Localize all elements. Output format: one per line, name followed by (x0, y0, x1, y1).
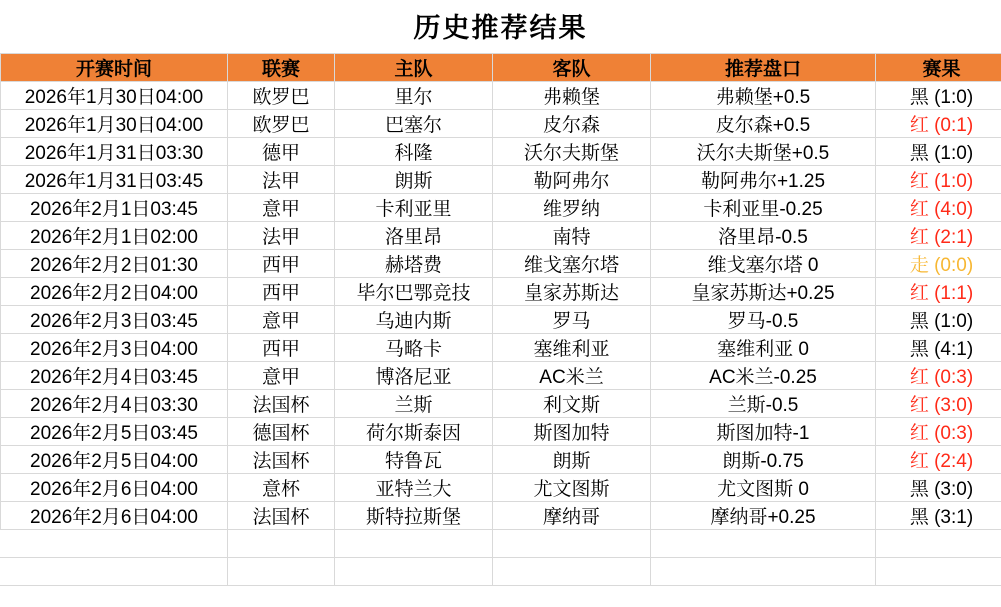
column-header-recommended-handicap[interactable]: 推荐盘口 (651, 54, 876, 82)
result-score: (1:0) (934, 311, 974, 332)
cell-away-team[interactable]: 维戈塞尔塔 (493, 250, 651, 278)
cell-match-time[interactable]: 2026年2月2日01:30 (1, 250, 228, 278)
cell-recommended-handicap[interactable]: 皮尔森+0.5 (651, 110, 876, 138)
cell-away-team[interactable]: 罗马 (493, 306, 651, 334)
cell-home-team[interactable]: 特鲁瓦 (335, 446, 493, 474)
cell-match-time[interactable]: 2026年1月31日03:30 (1, 138, 228, 166)
table-row[interactable] (1, 194, 1001, 222)
cell-recommended-handicap[interactable]: 弗赖堡+0.5 (651, 82, 876, 110)
cell-result[interactable] (876, 166, 1001, 194)
empty-cell[interactable] (876, 530, 1001, 558)
cell-home-team[interactable]: 博洛尼亚 (335, 362, 493, 390)
cell-recommended-handicap[interactable]: AC米兰-0.25 (651, 362, 876, 390)
cell-league[interactable]: 法甲 (228, 222, 335, 250)
result-mark: 黑 (909, 87, 929, 108)
table-row[interactable] (1, 222, 1001, 250)
result-mark: 红 (909, 199, 929, 220)
table-row[interactable] (1, 82, 1001, 110)
cell-result[interactable] (876, 474, 1001, 502)
cell-match-time[interactable]: 2026年2月1日02:00 (1, 222, 228, 250)
table-row[interactable] (1, 250, 1001, 278)
cell-home-team[interactable]: 卡利亚里 (335, 194, 493, 222)
cell-result[interactable] (876, 418, 1001, 446)
cell-league[interactable]: 欧罗巴 (228, 82, 335, 110)
cell-recommended-handicap[interactable]: 兰斯-0.5 (651, 390, 876, 418)
result-mark: 红 (909, 227, 929, 248)
empty-cell[interactable] (228, 530, 335, 558)
cell-away-team[interactable]: 弗赖堡 (493, 82, 651, 110)
column-header-away-team[interactable]: 客队 (493, 54, 651, 82)
cell-match-time[interactable]: 2026年2月5日04:00 (1, 446, 228, 474)
table-header (1, 54, 1001, 82)
empty-cell[interactable] (651, 558, 876, 586)
cell-result[interactable] (876, 306, 1001, 334)
table-row[interactable] (1, 390, 1001, 418)
cell-home-team[interactable]: 毕尔巴鄂竞技 (335, 278, 493, 306)
column-header-league[interactable]: 联赛 (228, 54, 335, 82)
cell-recommended-handicap[interactable]: 摩纳哥+0.25 (651, 502, 876, 530)
cell-home-team[interactable]: 乌迪内斯 (335, 306, 493, 334)
cell-league[interactable]: 意杯 (228, 474, 335, 502)
cell-league[interactable]: 意甲 (228, 194, 335, 222)
result-mark: 黑 (909, 339, 929, 360)
result-score: (0:3) (934, 423, 974, 444)
column-header-time[interactable]: 开赛时间 (1, 54, 228, 82)
result-score: (1:0) (934, 143, 974, 164)
cell-match-time[interactable]: 2026年2月2日04:00 (1, 278, 228, 306)
cell-match-time[interactable]: 2026年1月30日04:00 (1, 82, 228, 110)
empty-cell[interactable] (335, 558, 493, 586)
cell-recommended-handicap[interactable]: 朗斯-0.75 (651, 446, 876, 474)
table-row[interactable] (1, 418, 1001, 446)
cell-match-time[interactable]: 2026年2月1日03:45 (1, 194, 228, 222)
cell-result[interactable] (876, 446, 1001, 474)
history-results-table (0, 53, 1001, 586)
result-score: (0:3) (934, 367, 974, 388)
cell-league[interactable]: 意甲 (228, 362, 335, 390)
cell-league[interactable]: 法甲 (228, 166, 335, 194)
cell-match-time[interactable]: 2026年1月31日03:45 (1, 166, 228, 194)
table-row[interactable] (1, 334, 1001, 362)
result-mark: 走 (909, 255, 929, 276)
column-header-result[interactable]: 赛果 (876, 54, 1001, 82)
cell-match-time[interactable]: 2026年2月4日03:30 (1, 390, 228, 418)
result-score: (1:0) (934, 87, 974, 108)
result-mark: 黑 (909, 311, 929, 332)
table-row[interactable] (1, 446, 1001, 474)
cell-recommended-handicap[interactable]: 沃尔夫斯堡+0.5 (651, 138, 876, 166)
cell-away-team[interactable]: AC米兰 (493, 362, 651, 390)
result-mark: 红 (909, 171, 929, 192)
result-mark: 红 (909, 367, 929, 388)
cell-recommended-handicap[interactable]: 尤文图斯 0 (651, 474, 876, 502)
cell-result[interactable] (876, 278, 1001, 306)
table-body (1, 82, 1001, 586)
table-row[interactable] (1, 474, 1001, 502)
table-row[interactable] (1, 138, 1001, 166)
cell-result[interactable] (876, 362, 1001, 390)
cell-recommended-handicap[interactable]: 勒阿弗尔+1.25 (651, 166, 876, 194)
cell-recommended-handicap[interactable]: 维戈塞尔塔 0 (651, 250, 876, 278)
result-score: (4:1) (934, 339, 974, 360)
result-score: (1:0) (934, 171, 974, 192)
cell-recommended-handicap[interactable]: 卡利亚里-0.25 (651, 194, 876, 222)
cell-match-time[interactable]: 2026年2月5日03:45 (1, 418, 228, 446)
cell-home-team[interactable]: 马略卡 (335, 334, 493, 362)
cell-result[interactable] (876, 502, 1001, 530)
cell-result[interactable] (876, 82, 1001, 110)
table-header-row (1, 54, 1001, 82)
result-score: (3:1) (934, 507, 974, 528)
empty-cell[interactable] (876, 558, 1001, 586)
cell-away-team[interactable]: 皇家苏斯达 (493, 278, 651, 306)
empty-cell[interactable] (651, 530, 876, 558)
cell-home-team[interactable]: 朗斯 (335, 166, 493, 194)
cell-home-team[interactable]: 荷尔斯泰因 (335, 418, 493, 446)
empty-cell[interactable] (1, 530, 228, 558)
cell-away-team[interactable]: 摩纳哥 (493, 502, 651, 530)
result-mark: 红 (909, 423, 929, 444)
cell-away-team[interactable]: 利文斯 (493, 390, 651, 418)
cell-league[interactable]: 欧罗巴 (228, 110, 335, 138)
empty-cell[interactable] (1, 558, 228, 586)
column-header-home-team[interactable]: 主队 (335, 54, 493, 82)
result-mark: 红 (909, 115, 929, 136)
empty-cell[interactable] (493, 558, 651, 586)
table-row[interactable] (1, 110, 1001, 138)
result-score: (0:0) (934, 255, 974, 276)
result-mark: 红 (909, 451, 929, 472)
cell-result[interactable] (876, 110, 1001, 138)
cell-league[interactable]: 法国杯 (228, 446, 335, 474)
cell-away-team[interactable]: 斯图加特 (493, 418, 651, 446)
cell-away-team[interactable]: 南特 (493, 222, 651, 250)
table-row[interactable] (1, 362, 1001, 390)
result-score: (2:1) (934, 227, 974, 248)
cell-away-team[interactable]: 尤文图斯 (493, 474, 651, 502)
result-score: (3:0) (934, 479, 974, 500)
cell-league[interactable]: 法国杯 (228, 502, 335, 530)
empty-cell[interactable] (228, 558, 335, 586)
cell-match-time[interactable]: 2026年2月3日03:45 (1, 306, 228, 334)
cell-league[interactable]: 法国杯 (228, 390, 335, 418)
cell-away-team[interactable]: 勒阿弗尔 (493, 166, 651, 194)
result-score: (3:0) (934, 395, 974, 416)
cell-league[interactable]: 西甲 (228, 334, 335, 362)
result-mark: 红 (909, 283, 929, 304)
cell-away-team[interactable]: 皮尔森 (493, 110, 651, 138)
cell-home-team[interactable]: 亚特兰大 (335, 474, 493, 502)
cell-recommended-handicap[interactable]: 塞维利亚 0 (651, 334, 876, 362)
empty-cell[interactable] (335, 530, 493, 558)
cell-league[interactable]: 西甲 (228, 250, 335, 278)
table-row[interactable] (1, 306, 1001, 334)
empty-cell[interactable] (493, 530, 651, 558)
cell-result[interactable] (876, 390, 1001, 418)
cell-result[interactable] (876, 334, 1001, 362)
cell-away-team[interactable]: 维罗纳 (493, 194, 651, 222)
cell-recommended-handicap[interactable]: 罗马-0.5 (651, 306, 876, 334)
result-mark: 黑 (909, 479, 929, 500)
cell-result[interactable] (876, 194, 1001, 222)
result-mark: 黑 (909, 507, 929, 528)
cell-home-team[interactable]: 洛里昂 (335, 222, 493, 250)
cell-home-team[interactable]: 科隆 (335, 138, 493, 166)
cell-result[interactable] (876, 138, 1001, 166)
cell-league[interactable]: 意甲 (228, 306, 335, 334)
result-mark: 黑 (909, 143, 929, 164)
cell-result[interactable] (876, 250, 1001, 278)
result-score: (0:1) (934, 115, 974, 136)
result-score: (4:0) (934, 199, 974, 220)
cell-away-team[interactable]: 塞维利亚 (493, 334, 651, 362)
cell-home-team[interactable]: 斯特拉斯堡 (335, 502, 493, 530)
cell-away-team[interactable]: 沃尔夫斯堡 (493, 138, 651, 166)
table-empty-row[interactable] (1, 558, 1001, 586)
result-score: (1:1) (934, 283, 974, 304)
cell-home-team[interactable]: 兰斯 (335, 390, 493, 418)
cell-home-team[interactable]: 巴塞尔 (335, 110, 493, 138)
cell-recommended-handicap[interactable]: 斯图加特-1 (651, 418, 876, 446)
cell-match-time[interactable]: 2026年1月30日04:00 (1, 110, 228, 138)
table-row[interactable] (1, 502, 1001, 530)
cell-recommended-handicap[interactable]: 皇家苏斯达+0.25 (651, 278, 876, 306)
cell-recommended-handicap[interactable]: 洛里昂-0.5 (651, 222, 876, 250)
result-mark: 红 (909, 395, 929, 416)
cell-match-time[interactable]: 2026年2月6日04:00 (1, 502, 228, 530)
table-empty-row[interactable] (1, 530, 1001, 558)
cell-league[interactable]: 德甲 (228, 138, 335, 166)
cell-away-team[interactable]: 朗斯 (493, 446, 651, 474)
cell-home-team[interactable]: 赫塔费 (335, 250, 493, 278)
cell-match-time[interactable]: 2026年2月4日03:45 (1, 362, 228, 390)
result-score: (2:4) (934, 451, 974, 472)
cell-home-team[interactable]: 里尔 (335, 82, 493, 110)
table-row[interactable] (1, 166, 1001, 194)
cell-match-time[interactable]: 2026年2月6日04:00 (1, 474, 228, 502)
cell-league[interactable]: 西甲 (228, 278, 335, 306)
cell-result[interactable] (876, 222, 1001, 250)
cell-league[interactable]: 德国杯 (228, 418, 335, 446)
page-title: 历史推荐结果 (413, 13, 588, 43)
cell-match-time[interactable]: 2026年2月3日04:00 (1, 334, 228, 362)
table-row[interactable] (1, 278, 1001, 306)
